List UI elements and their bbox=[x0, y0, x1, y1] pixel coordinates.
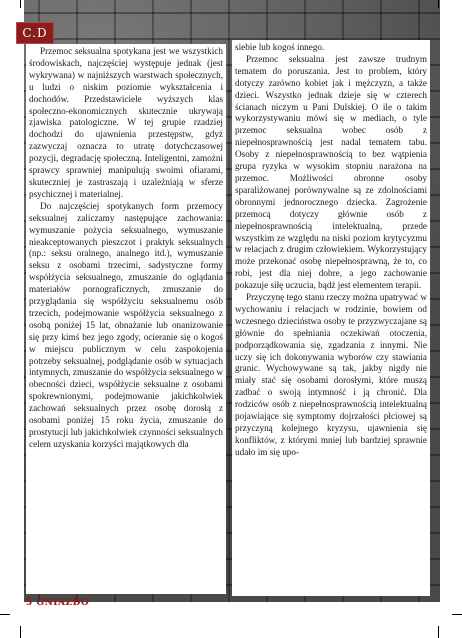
text-column-right bbox=[232, 40, 430, 596]
crop-mark bbox=[438, 626, 439, 638]
text-column-left bbox=[26, 44, 226, 594]
page-footer: 5 GNIAZDO bbox=[26, 598, 90, 608]
crop-mark bbox=[452, 614, 462, 615]
paragraph: Do najczęściej spotykanych form przemocy seksualnej zaliczamy następujące zachowania: wymuszanie pożycia seksualnego, wymuszanie nieakceptowanych pieszczot i praktyk seksualnych (np.: seksu oralnego, analnego itd.), wymuszanie seksu z osobami trzecimi, sadystyczne formy współżycia seksualnego, zmuszanie do oglądania materiałów pornograficznych, zmuszanie do przyglądania się współżyciu seksualnemu osób trzecich, podejmowanie współżycia seksualnego z osobą poniżej 15 lat, obnażanie lub onanizowanie się przy kimś bez jego zgody, ocieranie się o kogoś w miejscu publicznym w celu zaspokojenia potrzeby seksualnej, podglądanie osób w sytuacjach intymnych, zmuszanie do współżycia seksualnego w obecności dzieci, współżycie seksualne z osobami spokrewnionymi, podejmowanie jakichkolwiek zachowań seksualnych przez osobę dorosłą z osobami poniżej 15 roku życia, zmuszanie do prostytucji lub jakichkolwiek czynności seksualnych celem uzyskania korzyści majątkowych dla bbox=[29, 200, 223, 449]
crop-mark bbox=[20, 0, 21, 8]
paragraph: Przemoc seksualna spotykana jest we wszystkich środowiskach, najczęściej występuje jednak (jest wykrywana) w najniższych warstwach społecznych, u ludzi o niskim poziomie wykształcenia i dochodów. Przedstawiciele wyższych klas społeczno-ekonomicznych skutecznie ukrywają zjawiska patologiczne. W tej grupie rzadziej dochodzi do ujawnienia przestępstw, gdyż zazwyczaj oznacza to utratę dotychczasowej pozycji, degradację społeczną. Inteligentni, zamożni sprawcy sprawniej manipulują swoimi ofiarami, skuteczniej je zastraszają i uzależniają w sferze psychicznej i materialnej. bbox=[29, 46, 223, 199]
crop-mark bbox=[20, 626, 21, 638]
page-margin-left bbox=[0, 0, 24, 602]
paragraph: Przemoc seksualna jest zawsze trudnym tematem do poruszania. Jest to problem, który dotyczy zarówno kobiet jak i mężczyzn, a także dzieci. Wszystko jednak dzieje się w czterech ścianach niczym u Pani Dulskiej. O ile o takim wykorzystywaniu mówi się w mediach, o tyle przemoc seksualna wobec osób z niepełnosprawnością jest nadal tematem tabu. Osoby z niepełnosprawnością to bez wątpienia grupa ryzyka w wysokim stopniu narażona na przemoc. Możliwości obronne osoby sparaliżowanej porównywalne są ze zdolnościami obronnymi jednorocznego dziecka. Zagrożenie przemocą dotyczy głównie osób z niepełnosprawnością intelektualną, przede wszystkim ze względu na niski poziom krytycyzmu w relacjach z drugim człowiekiem. Wykorzystujący może przekonać osobę niepełnosprawną, że to, co robi, jest dla niej dobre, a jego zachowanie pokazuje siłę uczucia, bądź jest elementem terapii. bbox=[235, 53, 427, 291]
crop-mark bbox=[438, 0, 439, 8]
page-margin-right bbox=[440, 0, 462, 602]
paragraph: Przyczynę tego stanu rzeczy można upatrywać w wychowaniu i relacjach w rodzinie, bowiem od wczesnego dzieciństwa osoby te przyzwyczajane są głównie do spełniania oczekiwań otoczenia, podporządkowania się, zgadzania z innymi. Nie uczy się ich dokonywania wyborów czy stawiania granic. Wychowywane są tak, jakby nigdy nie miały stać się osobami dorosłymi, które muszą zadbać o swoją intymność i ją chronić. Dla rodziców osób z niepełnosprawnością intelektualną pojawiające się symptomy dojrzałości płciowej są przyczyną kolejnego kryzysu, ujawnienia się konfliktów, z którymi mniej lub bardziej sprawnie udało im się upo- bbox=[235, 292, 427, 457]
section-badge: C.D bbox=[16, 22, 54, 44]
crop-mark bbox=[0, 614, 10, 615]
paragraph-continuation: siebie lub kogoś innego. bbox=[235, 42, 325, 52]
